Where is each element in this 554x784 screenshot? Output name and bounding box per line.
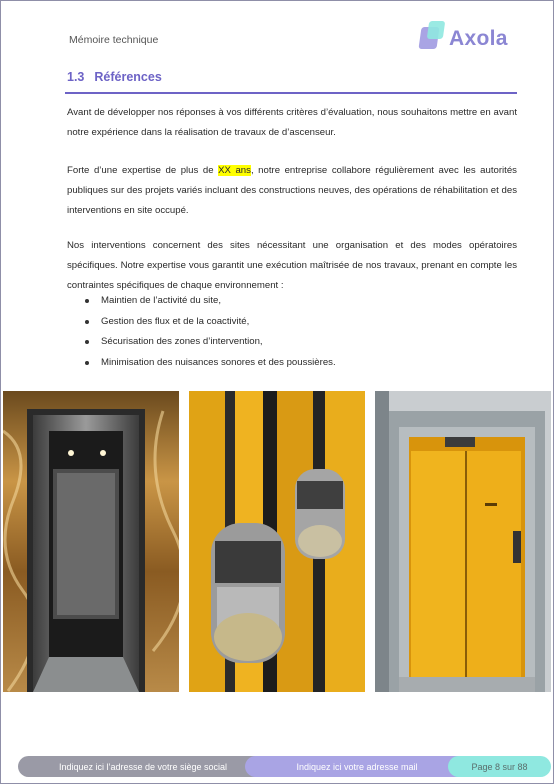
panoramic-elevators-photo [189, 391, 365, 692]
section-number: 1.3 [67, 70, 85, 84]
paragraph-expertise-end: , notre entreprise collabore régulièrement avec les autorités publiques sur des projets variés incluant des constructions neuves, des opérations de réhabilitation et des interventions en site occupé. [67, 165, 517, 216]
footer-email: Indiquez ici votre adresse mail [245, 756, 469, 777]
list-item: Minimisation des nuisances sonores et des poussières. [83, 353, 336, 374]
list-item: Gestion des flux et de la coactivité, [83, 312, 336, 333]
logo-text: Axola [449, 27, 508, 50]
paragraph-expertise-start: Forte d’une expertise de plus de [67, 165, 219, 176]
paragraph-intro: Avant de développer nos réponses à vos différents critères d’évaluation, nous souhaitons mettre en avant notre expérience dans la réalisation de travaux de d’ascenseur. [67, 107, 517, 138]
document-type-label: Mémoire technique [69, 34, 159, 46]
paragraph-expertise [67, 161, 517, 221]
logo-mark-front [427, 21, 446, 39]
highlighted-years: XX ans [218, 165, 251, 176]
elevator-cabin-photo [3, 391, 179, 692]
elevator-doors-photo [375, 391, 551, 692]
section-heading [67, 70, 162, 84]
footer-address: Indiquez ici l’adresse de votre siège social [18, 756, 268, 777]
paragraph-interventions: Nos interventions concernent des sites nécessitant une organisation et des modes opératoires spécifiques. Notre expertise vous garantit une exécution maîtrisée de nos travaux, prenant en compte les contraintes spécifiques de chaque environnement : [67, 240, 517, 291]
page-number: Page 8 sur 88 [448, 756, 551, 777]
list-item: Maintien de l’activité du site, [83, 291, 336, 312]
section-title: Références [94, 70, 162, 84]
company-logo [418, 19, 514, 55]
heading-underline [65, 92, 517, 94]
list-item: Sécurisation des zones d’intervention, [83, 332, 336, 353]
constraints-list [83, 291, 336, 373]
